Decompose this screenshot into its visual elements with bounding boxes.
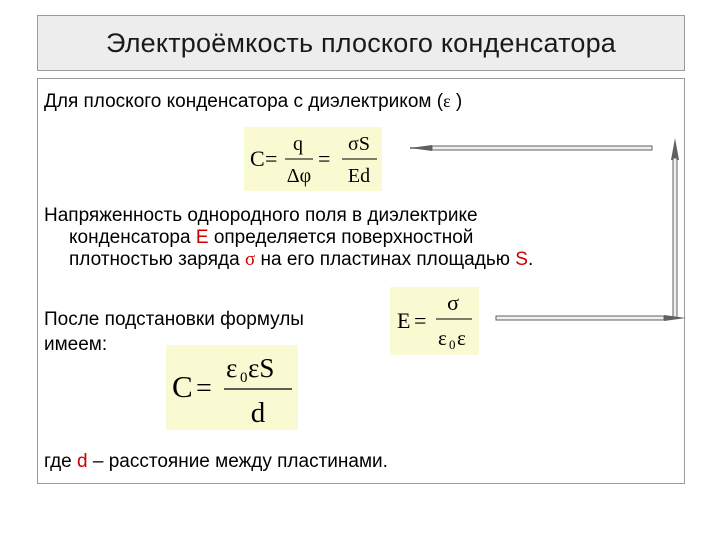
distance-d-symbol: d (77, 451, 88, 472)
f1-lhs: C (250, 146, 265, 171)
title-bar (37, 15, 685, 71)
page-title: Электроёмкость плоского конденсатора (106, 27, 616, 58)
footer-b: – расстояние между пластинами. (87, 451, 388, 472)
intro-close: ) (450, 91, 463, 112)
p2-l3-b: на его пластинах площадью (255, 249, 516, 270)
f2-num: σ (447, 290, 459, 315)
footer-a: где (44, 451, 78, 472)
formula-capacitance-result (166, 345, 298, 430)
epsilon-symbol: ε (443, 91, 451, 111)
field-E-symbol: E (195, 227, 209, 248)
formula-2-svg (390, 287, 479, 355)
field-paragraph-line-3 (69, 249, 533, 271)
p2-l2-a: конденсатора (69, 227, 196, 248)
f1-den1: Δφ (286, 165, 312, 187)
substitution-line-1: После подстановки формулы (44, 309, 304, 330)
vertical-field-arrow (668, 138, 682, 320)
field-paragraph-line-1: Напряженность однородного поля в диэлектрике (44, 205, 478, 226)
bottom-plate-arrow (496, 310, 688, 326)
f2-lhs: E (397, 308, 411, 333)
p2-l3-a: плотностью заряда (69, 249, 245, 270)
f2-eq: = (414, 308, 427, 333)
f2-den-sub: 0 (449, 337, 456, 352)
sigma-symbol: σ (244, 249, 256, 270)
substitution-line-2: имеем: (44, 334, 108, 355)
f1-eq1: = (265, 146, 278, 171)
f1-den2: Ed (347, 165, 371, 187)
f3-num-rest: εS (248, 353, 275, 383)
formula-1-svg (244, 127, 382, 191)
area-S-symbol: S (515, 249, 528, 270)
f3-lhs: C (172, 369, 193, 404)
distance-definition (44, 451, 388, 473)
f3-num-sub: 0 (240, 370, 248, 386)
f1-eq2: = (318, 146, 331, 171)
f3-den: d (250, 397, 266, 429)
f1-num2: σS (348, 133, 370, 155)
p2-l2-b: определяется поверхностной (208, 227, 474, 248)
f3-eq: = (196, 373, 212, 404)
top-plate-arrow (410, 140, 660, 156)
formula-field-strength (390, 287, 479, 355)
intro-text: Для плоского конденсатора с диэлектриком ( (44, 91, 444, 112)
f2-den-eps2: ε (457, 326, 466, 350)
field-paragraph-line-2 (69, 227, 473, 249)
p2-l3-c: . (527, 249, 534, 270)
intro-line (44, 90, 462, 113)
f1-num1: q (293, 133, 303, 155)
f3-num-eps: ε (226, 353, 238, 383)
formula-capacitance-general (244, 127, 382, 191)
formula-3-svg (166, 345, 298, 430)
f2-den-eps: ε (438, 326, 447, 350)
